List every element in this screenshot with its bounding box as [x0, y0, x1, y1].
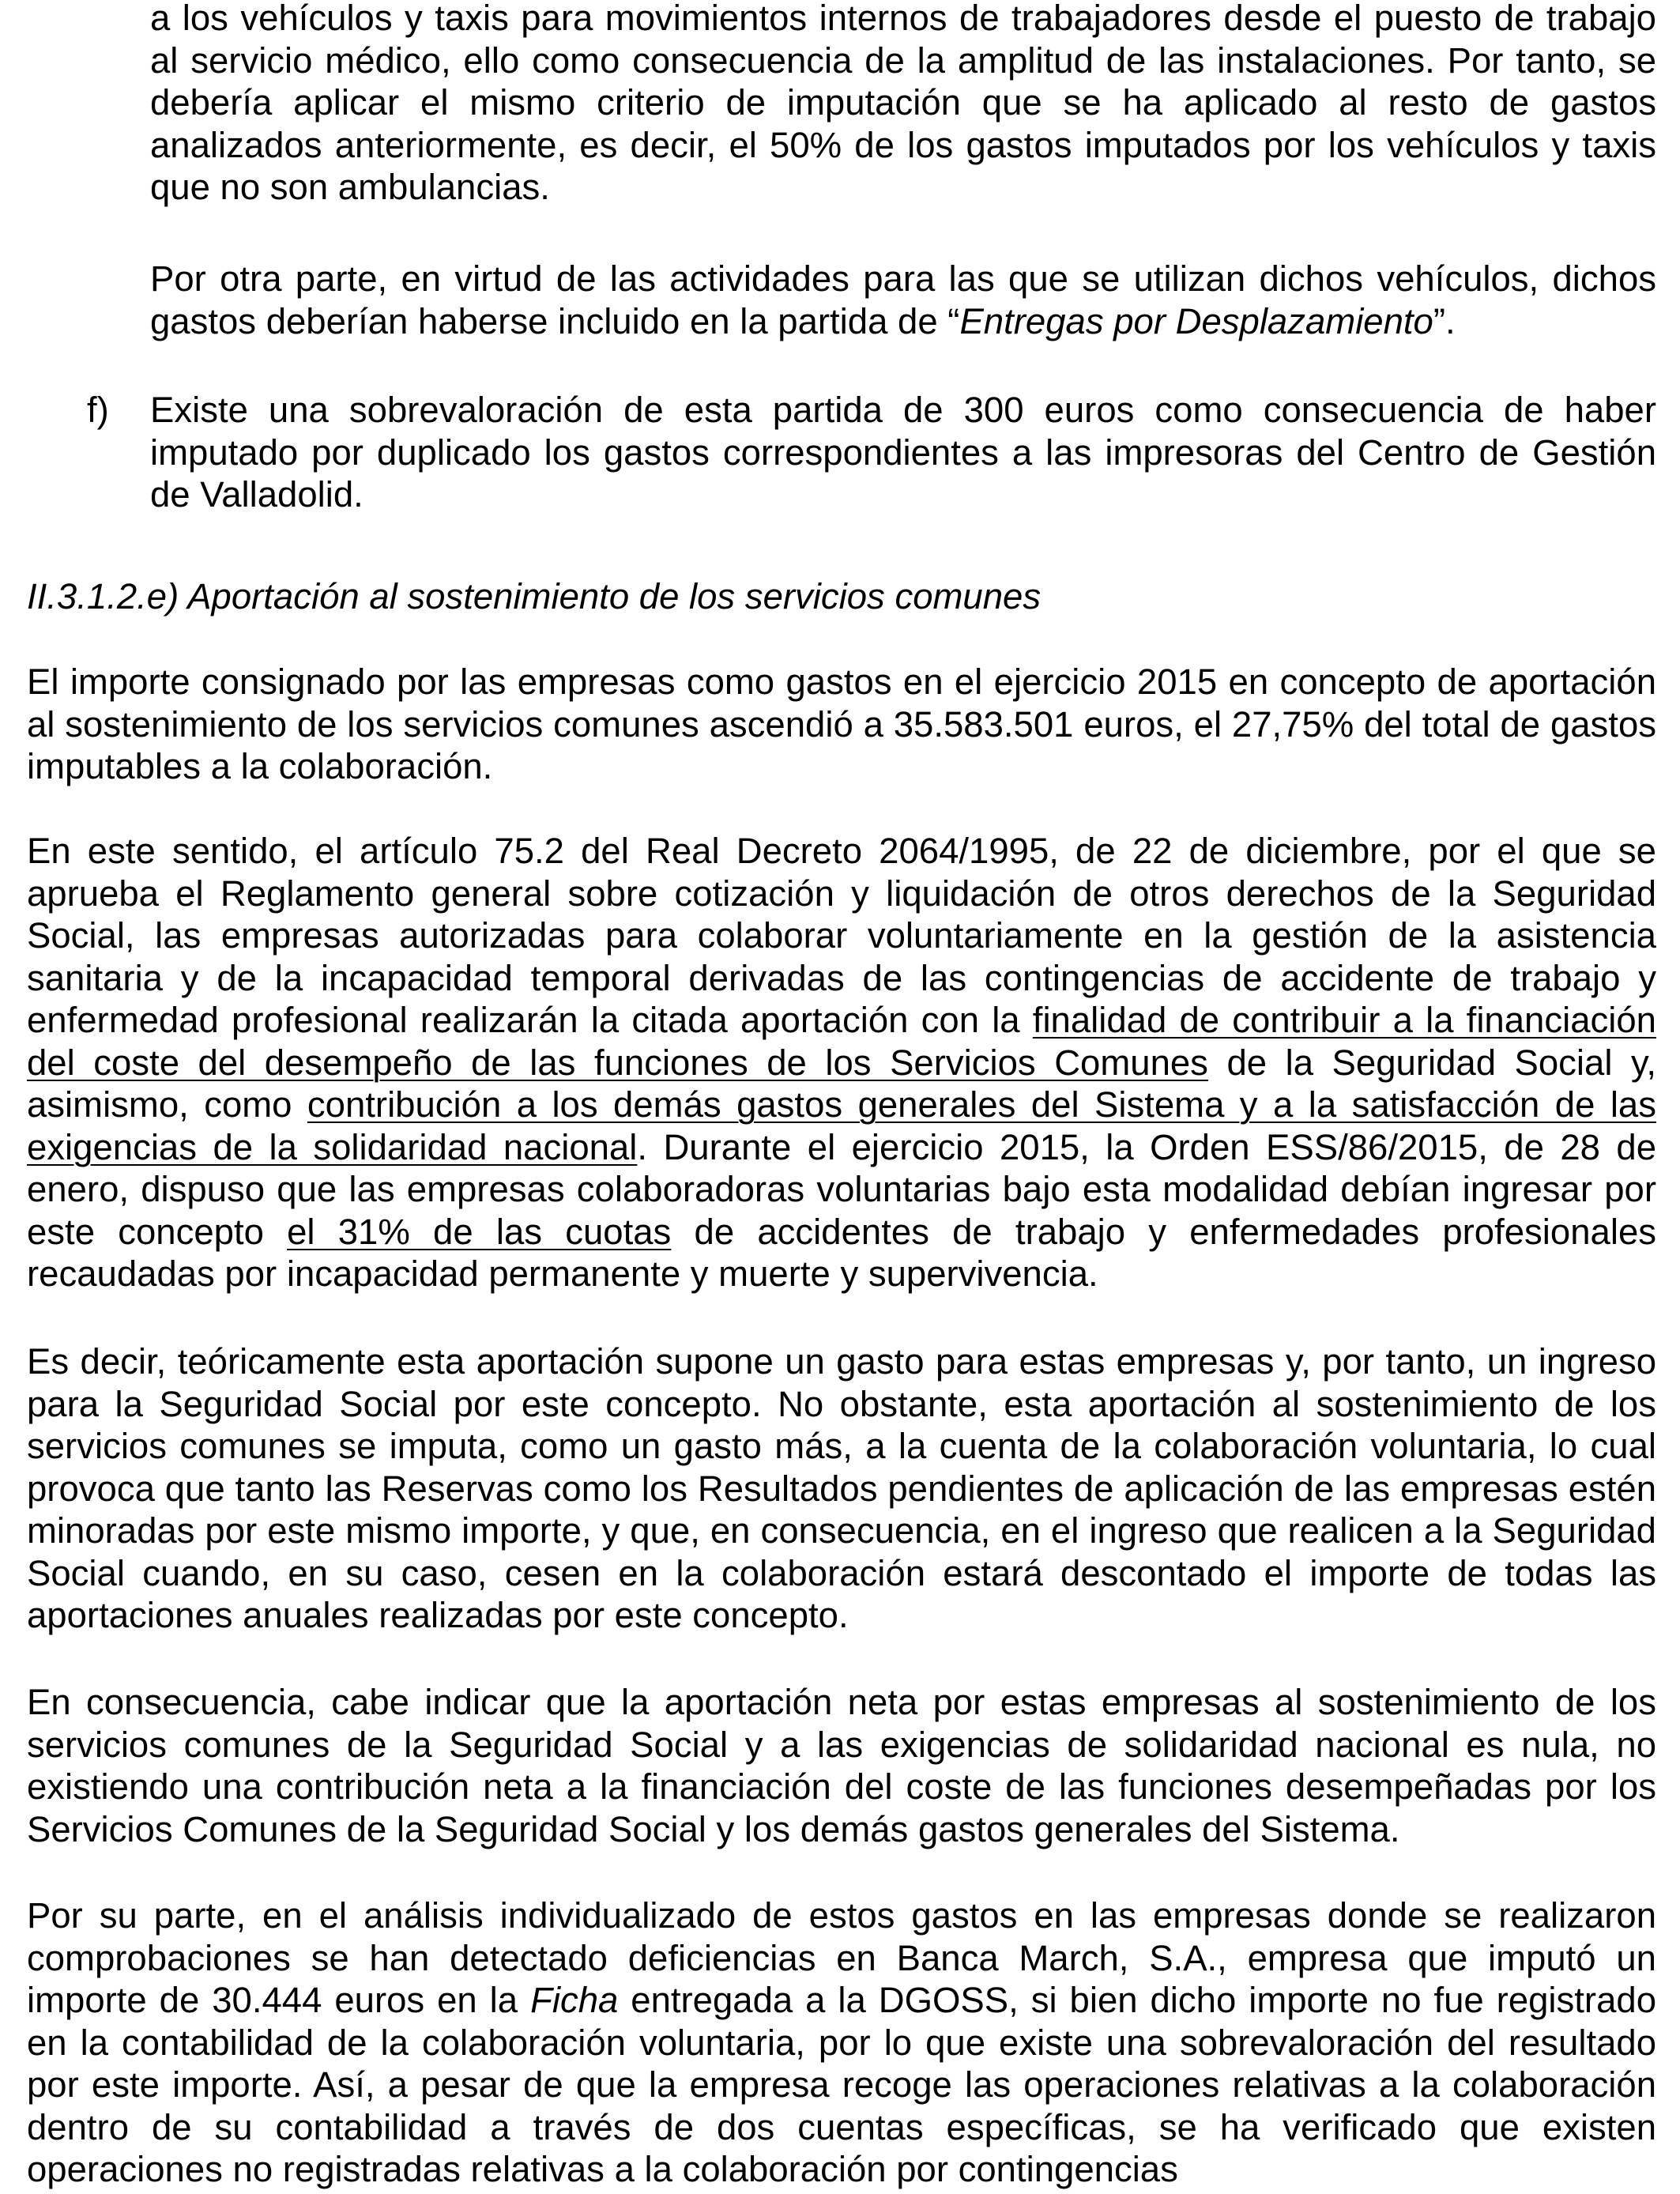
paragraph-text: Es decir, teóricamente esta aportación supone un gasto para estas empresas y, por tanto, un ingreso para la Seguridad Social por este concepto. No obstante, esta aportación al sostenimiento de los servicios comunes se imputa, como un gasto más, a la cuenta de la colaboración voluntaria, lo cual provoca que tanto las Reservas como los Resultados pendientes de aplicación de las empresas estén minoradas por este mismo importe, y que, en consecuencia, en el ingreso que realicen a la Seguridad Social cuando, en su caso, cesen en la colaboración estará descontado el importe de todas las aportaciones anuales realizadas por este concepto. [27, 1341, 1656, 1635]
underlined-phrase-finalidad: finalidad de contribuir a la financiación del coste del desempeño de las funciones de los Servicios Comunes [27, 1000, 1656, 1083]
paragraph-articulo-75 [27, 830, 1656, 1295]
paragraph-importe-consignado [27, 661, 1656, 788]
list-item-label-f: f) [87, 390, 109, 430]
paragraph-text: El importe consignado por las empresas como gastos en el ejercicio 2015 en concepto de aportación al sostenimiento de los servicios comunes ascendió a 35.583.501 euros, el 27,75% del total de gastos imputables a la colaboración. [27, 662, 1656, 786]
underlined-phrase-31-percent: el 31% de las cuotas [287, 1211, 672, 1252]
paragraph-text: Existe una sobrevaloración de esta partida de 300 euros como consecuencia de haber imputado por duplicado los gastos correspondientes a las impresoras del Centro de Gestión de Valladolid. [150, 390, 1656, 515]
paragraph-text: a los vehículos y taxis para movimientos internos de trabajadores desde el puesto de trabajo al servicio médico, ello como consecuencia de la amplitud de las instalaciones. Por tanto, se debería aplicar el mismo criterio de imputación que se ha aplicado al resto de gastos analizados anteriormente, es decir, el 50% de los gastos imputados por los vehículos y taxis que no son ambulancias. [150, 0, 1656, 207]
paragraph-text: Por su parte, en el análisis individualizado de estos gastos en las empresas donde se realizaron comprobaciones se han detectado deficiencias en Banca March, S.A., empresa que imputó un importe de 30.444 euros en la [27, 1895, 1656, 2020]
paragraph-text: ”. [1433, 300, 1456, 341]
paragraph-text: . Durante el ejercicio 2015, la Orden ESS/86/2015, de 28 de enero, dispuso que las empresas colaboradoras voluntarias bajo esta modalidad debían ingresar por este concepto [27, 1126, 1656, 1252]
paragraph-en-consecuencia [27, 1681, 1656, 1850]
paragraph-banca-march [27, 1894, 1656, 2191]
italic-term-entregas: Entregas por Desplazamiento [959, 300, 1433, 341]
paragraph-entregas-desplazamiento [150, 258, 1656, 342]
paragraph-text: de accidentes de trabajo y enfermedades profesionales recaudadas por incapacidad permanente y muerte y supervivencia. [27, 1211, 1656, 1294]
section-heading: II.3.1.2.e) Aportación al sostenimiento de los servicios comunes [27, 576, 1042, 616]
paragraph-text: En consecuencia, cabe indicar que la aportación neta por estas empresas al sostenimiento de los servicios comunes de la Seguridad Social y a las exigencias de solidaridad nacional es nula, no existiendo una contribución neta a la financiación del coste de las funciones desempeñadas por los Servicios Comunes de la Seguridad Social y los demás gastos generales del Sistema. [27, 1682, 1656, 1849]
paragraph-text: de la Seguridad Social y, asimismo, como [27, 1042, 1656, 1125]
paragraph-vehicles-taxis [150, 0, 1656, 209]
underlined-phrase-contribucion: contribución a los demás gastos generales del Sistema y a la satisfacción de las exigencias de la solidaridad nacional [27, 1084, 1656, 1167]
paragraph-text: Por otra parte, en virtud de las actividades para las que se utilizan dichos vehículos, dichos gastos deberían haberse incluido en la partida de “ [150, 258, 1656, 341]
paragraph-text: En este sentido, el artículo 75.2 del Real Decreto 2064/1995, de 22 de diciembre, por el que se aprueba el Reglamento general sobre cotización y liquidación de otros derechos de la Seguridad Social, las empresas autorizadas para colaborar voluntariamente en la gestión de la asistencia sanitaria y de la incapacidad temporal derivadas de las contingencias de accidente de trabajo y enfermedad profesional realizarán la citada aportación con la [27, 831, 1656, 1040]
paragraph-text: entregada a la DGOSS, si bien dicho importe no fue registrado en la contabilidad de la colaboración voluntaria, por lo que existe una sobrevaloración del resultado por este importe. Así, a pesar de que la empresa recoge las operaciones relativas a la colaboración dentro de su contabilidad a través de dos cuentas específicas, se ha verificado que existen operaciones no registradas relativas a la colaboración por contingencias [27, 1980, 1656, 2189]
list-item-f-text [150, 389, 1656, 516]
italic-term-ficha: Ficha [530, 1980, 619, 2020]
paragraph-es-decir [27, 1340, 1656, 1637]
